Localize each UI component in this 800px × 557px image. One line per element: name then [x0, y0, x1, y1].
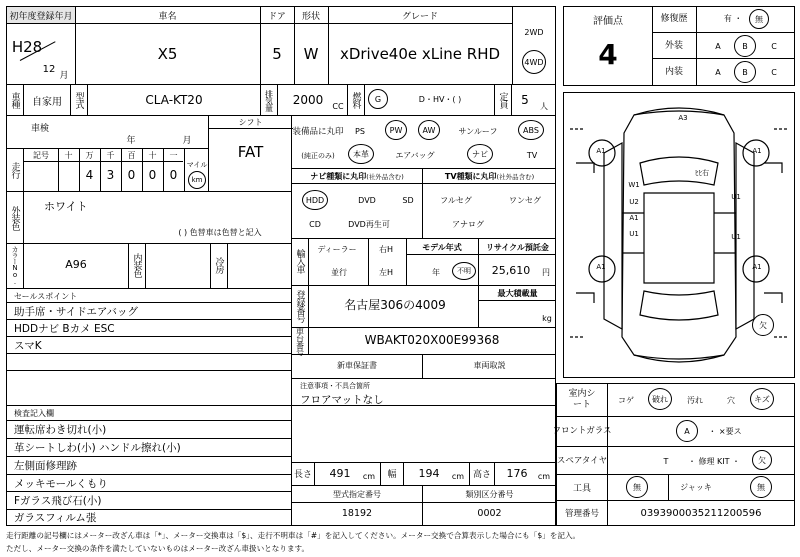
repair-none: 無 [749, 9, 769, 29]
import-left: 左H [378, 267, 393, 277]
color-no-label: カラーNo. [11, 245, 19, 285]
seat-tear: 破れ [648, 388, 672, 410]
ac-label: 冷房 [213, 257, 224, 273]
model-year-label: モデル年式 [422, 242, 462, 252]
height-label: 高さ [472, 469, 491, 480]
repair-label: 修復歴 [660, 13, 688, 24]
mileage-digit: 0 [169, 168, 178, 182]
drive-2wd: 2WD [524, 27, 544, 37]
width-value: 194 [418, 466, 440, 480]
shift-label: シフト [238, 117, 263, 127]
designation-label: 型式指定番号 [333, 489, 381, 499]
dmg-a1: A1 [752, 147, 762, 155]
tools-label: 工具 [572, 483, 591, 494]
unit-10man: 十 [64, 150, 73, 160]
color-note: ( ) 色替車は色替と記入 [178, 227, 262, 237]
capacity-unit: 人 [540, 101, 548, 111]
height-value: 176 [506, 466, 528, 480]
sales-line: スマK [14, 339, 42, 352]
exterior-label: 外装 [664, 40, 683, 51]
dmg-u1: U1 [629, 230, 639, 238]
designation-value: 18192 [341, 507, 373, 519]
disp-label: 排気量 [264, 89, 274, 111]
model-label: 車名 [158, 11, 177, 22]
height-unit: cm [537, 471, 551, 481]
inspect-line: Fガラス飛び石(小) [14, 494, 102, 507]
mileage-digit: 0 [127, 168, 136, 182]
equip-tv: TV [526, 150, 538, 160]
dmg-a1: A1 [752, 263, 762, 271]
mileage-mile: マイル [186, 161, 208, 169]
inspect-line: 左側面修理跡 [14, 459, 77, 472]
dmg-u2: U2 [629, 198, 639, 206]
color-value: ホワイト [44, 200, 88, 213]
drive-4wd: 4WD [522, 50, 546, 74]
dmg-u1: U1 [731, 233, 741, 241]
management-value: 0393900035211200596 [640, 507, 762, 519]
interior-label: 内装 [664, 66, 683, 77]
dmg-a1: A1 [596, 263, 606, 271]
inspection-year: 年 [126, 135, 136, 146]
dmg-w1: W1 [628, 181, 640, 189]
dmg-a3: A3 [678, 114, 688, 122]
chassis-label: 車台番号 [295, 327, 305, 355]
import-dealer: ディーラー [317, 244, 357, 254]
footer-note-1: 走行距離の記号欄にはメーター改ざん車は「*」、メーター交換車は「$」、走行不明車は「#」を記入してください。メーター交換で合算表示した場合にも「$」を記入。 [6, 531, 581, 540]
seat-label [557, 386, 607, 414]
spare-t: T [663, 456, 669, 466]
unit-sen: 千 [106, 150, 115, 160]
spare-missing: 欠 [752, 450, 772, 470]
grade-value: xDrive40e xLine RHD [339, 45, 501, 63]
navi-cd: CD [309, 219, 321, 229]
capacity-value: 5 [521, 93, 529, 107]
max-load-label: 最大積載量 [497, 288, 538, 298]
new-car-warranty: 新車保証書 [337, 360, 377, 370]
spare-label: スペアタイヤ [556, 456, 608, 466]
navi-title-text: ナビ種類に丸印 [310, 171, 367, 181]
equip-aw: AW [418, 120, 440, 140]
model-year-unknown: 不明 [452, 262, 476, 280]
spare-kit: ・ 修理 KIT ・ [687, 456, 741, 466]
disp-unit: CC [332, 101, 344, 111]
type-label: 型式 [73, 92, 84, 108]
inspect-line: 革シートしわ(小) ハンドル擦れ(小) [14, 441, 181, 454]
interior-b: B [734, 61, 756, 83]
notes-text: フロアマットなし [300, 393, 384, 406]
reg-era: H28 [11, 38, 43, 56]
interior-color-label: 内装色 [131, 253, 142, 277]
color-label: 外装色 [9, 206, 20, 230]
navi-title [292, 170, 422, 182]
navi-hdd: HDD [302, 190, 328, 210]
tv-title-text: TV種類に丸印 [444, 171, 497, 181]
seat-label-text: 室内シート [568, 389, 596, 410]
equip-abs: ABS [518, 120, 544, 140]
navi-dvd: DVD [358, 195, 376, 205]
use-label: 車種 [9, 92, 20, 108]
vehicle-manual: 車両取説 [473, 360, 506, 370]
color-no-value: A96 [65, 257, 87, 271]
fuel-others: D・HV・( ) [418, 94, 462, 104]
unit-hyaku: 百 [127, 150, 136, 160]
equip-leather: 本革 [348, 144, 374, 164]
mileage-kigo: 記号 [33, 150, 49, 160]
equip-sunroof: サンルーフ [458, 126, 498, 136]
shape-label: 形状 [301, 11, 320, 22]
class-value: 0002 [477, 507, 502, 519]
front-glass-a: A [676, 420, 698, 442]
inspection-month: 月 [182, 135, 192, 146]
navi-dvd-play: DVD再生可 [348, 219, 390, 229]
dmg-missing: 欠 [752, 314, 774, 336]
dmg-a1: A1 [596, 147, 606, 155]
import-right: 右H [378, 244, 393, 254]
sales-line: 助手席・サイドエアバッグ [14, 305, 139, 318]
equip-airbag: エアバッグ [395, 150, 435, 160]
type-value: CLA-KT20 [145, 93, 203, 107]
dmg-a1: A1 [629, 214, 639, 222]
sales-title: セールスポイント [14, 291, 78, 301]
management-label: 管理番号 [564, 509, 599, 519]
unit-juu: 十 [148, 150, 157, 160]
dmg-crack-right: ﾋﾋ右 [695, 169, 709, 177]
recycle-unit: 円 [542, 267, 550, 277]
registration-label: 登録番号 [294, 290, 305, 322]
interior-c: C [771, 67, 777, 77]
tv-title-sub: (社外品含む) [496, 172, 535, 181]
tv-oneseg: ワンセグ [509, 195, 541, 205]
inspect-line: ガラスフィルム張 [14, 511, 97, 524]
shift-value: FAT [237, 143, 264, 161]
seat-stain: 汚れ [687, 395, 703, 405]
length-label: 長さ [293, 469, 312, 480]
jack-label: ジャッキ [680, 482, 712, 492]
seat-burn: コゲ [618, 395, 634, 405]
fuel-gasoline: G [368, 89, 388, 109]
length-value: 491 [329, 466, 351, 480]
equip-navi: ナビ [467, 144, 493, 164]
mileage-digit: 0 [148, 168, 157, 182]
chassis-value: WBAKT020X00E99368 [364, 333, 500, 347]
length-unit: cm [362, 471, 376, 481]
tv-analog: アナログ [452, 219, 484, 229]
inspect-title: 検査記入欄 [14, 408, 54, 418]
grade-label: グレード [401, 11, 438, 22]
inspection-label: 車検 [30, 123, 49, 134]
dmg-u1: U1 [731, 193, 741, 201]
jack-none: 無 [750, 476, 772, 498]
tools-none: 無 [626, 476, 648, 498]
reg-month: 12 [42, 63, 56, 75]
exterior-a: A [715, 41, 721, 51]
front-glass-label: フロントガラス [552, 426, 612, 436]
seat-scratch: キズ [750, 388, 774, 410]
front-glass-rest: ・ ×要ス [708, 426, 742, 436]
equipment-label: 装備品に丸印 [292, 127, 344, 137]
inspect-line: メッキモールくもり [14, 477, 108, 490]
notes-title: 注意事項・不具合箇所 [300, 381, 370, 390]
exterior-c: C [771, 41, 777, 51]
unit-man: 万 [85, 150, 94, 160]
navi-title-sub: (社外品含む) [366, 172, 404, 181]
max-load-unit: kg [542, 313, 552, 323]
body-shape: W [303, 45, 319, 63]
class-label: 類別区分番号 [465, 489, 514, 499]
mileage-digit: 4 [85, 168, 94, 182]
inspect-line: 運転席わき切れ(小) [14, 423, 107, 436]
recycle-value: 25,610 [491, 263, 531, 277]
use-value: 自家用 [32, 96, 62, 108]
mileage-km: km [188, 171, 206, 189]
mileage-digit: 3 [106, 168, 115, 182]
width-unit: cm [451, 471, 465, 481]
door-count: 5 [272, 45, 282, 63]
fuel-label: 燃料 [350, 92, 361, 108]
import-parallel: 並行 [331, 267, 347, 277]
import-label: 輸入車 [294, 249, 305, 273]
score-label: 評価点 [593, 15, 623, 27]
sales-line: HDDナビ Bカメ ESC [14, 322, 115, 335]
tv-title [423, 170, 556, 182]
width-label: 幅 [387, 469, 397, 480]
exterior-b: B [734, 35, 756, 57]
unit-ichi: 一 [169, 150, 178, 160]
reg-date-label: 初年度登録年月 [7, 7, 75, 23]
displacement: 2000 [292, 93, 324, 107]
repair-yes: 有 ・ [723, 13, 743, 23]
registration-value: 名古屋306の4009 [344, 297, 446, 312]
equipment-sub: (純正のみ) [301, 152, 335, 160]
seat-hole: 穴 [727, 395, 735, 405]
score-value: 4 [598, 37, 618, 71]
mileage-label: 走行 [9, 162, 20, 178]
equip-ps: PS [355, 126, 365, 136]
model-year-unit: 年 [432, 267, 440, 277]
equip-pw: PW [385, 120, 407, 140]
navi-sd: SD [402, 195, 414, 205]
tv-fullseg: フルセグ [440, 195, 472, 205]
door-label: ドア [268, 11, 286, 22]
reg-month-unit: 月 [59, 70, 69, 81]
capacity-label: 定員 [497, 92, 508, 108]
footer-note-2: ただし、メーター交換の条件を満たしていないものはメーター改ざん車扱いとなります。 [6, 544, 310, 553]
interior-a: A [715, 67, 721, 77]
model-name: X5 [157, 45, 178, 63]
recycle-label: リサイクル預託金 [486, 242, 549, 252]
